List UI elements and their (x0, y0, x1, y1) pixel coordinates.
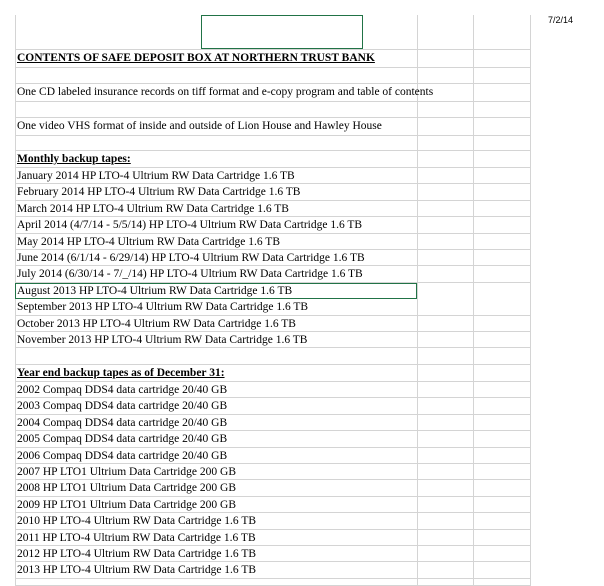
list-item[interactable]: 2010 HP LTO-4 Ultrium RW Data Cartridge 1.6 TB (15, 513, 531, 529)
list-item[interactable]: 2013 HP LTO-4 Ultrium RW Data Cartridge 1.6 TB (15, 562, 531, 578)
list-item[interactable]: November 2013 HP LTO-4 Ultrium RW Data Cartridge 1.6 TB (15, 332, 531, 348)
empty-row[interactable] (15, 102, 531, 118)
yearend-heading: Year end backup tapes as of December 31: (15, 365, 531, 382)
page-title: CONTENTS OF SAFE DEPOSIT BOX AT NORTHERN TRUST BANK (15, 50, 531, 68)
vhs-line: One video VHS format of inside and outside of Lion House and Hawley House (15, 118, 531, 136)
list-item[interactable]: 2009 HP LTO1 Ultrium Data Cartridge 200 GB (15, 497, 531, 513)
list-item[interactable]: 2007 HP LTO1 Ultrium Data Cartridge 200 GB (15, 464, 531, 480)
monthly-heading: Monthly backup tapes: (15, 151, 531, 168)
list-item[interactable]: July 2014 (6/30/14 - 7/_/14) HP LTO-4 Ultrium RW Data Cartridge 1.6 TB (15, 266, 531, 282)
list-item[interactable]: 2008 HP LTO1 Ultrium Data Cartridge 200 GB (15, 480, 531, 496)
list-item[interactable]: June 2014 (6/1/14 - 6/29/14) HP LTO-4 Ultrium RW Data Cartridge 1.6 TB (15, 250, 531, 266)
empty-row[interactable] (15, 136, 531, 151)
empty-row[interactable] (15, 68, 531, 84)
list-item[interactable]: February 2014 HP LTO-4 Ultrium RW Data Cartridge 1.6 TB (15, 184, 531, 200)
empty-row[interactable] (15, 349, 531, 365)
list-item[interactable]: October 2013 HP LTO-4 Ultrium RW Data Cartridge 1.6 TB (15, 316, 531, 332)
list-item[interactable]: 2003 Compaq DDS4 data cartridge 20/40 GB (15, 398, 531, 414)
list-item[interactable]: 2004 Compaq DDS4 data cartridge 20/40 GB (15, 415, 531, 431)
list-item[interactable]: March 2014 HP LTO-4 Ultrium RW Data Cartridge 1.6 TB (15, 201, 531, 217)
list-item[interactable]: September 2013 HP LTO-4 Ultrium RW Data Cartridge 1.6 TB (15, 299, 531, 315)
list-item[interactable]: January 2014 HP LTO-4 Ultrium RW Data Cartridge 1.6 TB (15, 168, 531, 184)
cd-line: One CD labeled insurance records on tiff format and e-copy program and table of contents (15, 84, 531, 102)
list-item[interactable]: 2005 Compaq DDS4 data cartridge 20/40 GB (15, 431, 531, 447)
list-item[interactable]: April 2014 (4/7/14 - 5/5/14) HP LTO-4 Ultrium RW Data Cartridge 1.6 TB (15, 217, 531, 233)
list-item[interactable]: 2011 HP LTO-4 Ultrium RW Data Cartridge 1.6 TB (15, 530, 531, 546)
list-item[interactable]: August 2013 HP LTO-4 Ultrium RW Data Cartridge 1.6 TB (15, 283, 417, 299)
selected-cell-top[interactable] (201, 15, 363, 49)
list-item[interactable]: May 2014 HP LTO-4 Ultrium RW Data Cartridge 1.6 TB (15, 234, 531, 250)
list-item[interactable]: 2006 Compaq DDS4 data cartridge 20/40 GB (15, 448, 531, 464)
list-item[interactable]: 2012 HP LTO-4 Ultrium RW Data Cartridge 1.6 TB (15, 546, 531, 562)
list-item[interactable]: 2002 Compaq DDS4 data cartridge 20/40 GB (15, 382, 531, 398)
date-label: 7/2/14 (548, 15, 574, 25)
spreadsheet-grid[interactable] (15, 15, 531, 586)
